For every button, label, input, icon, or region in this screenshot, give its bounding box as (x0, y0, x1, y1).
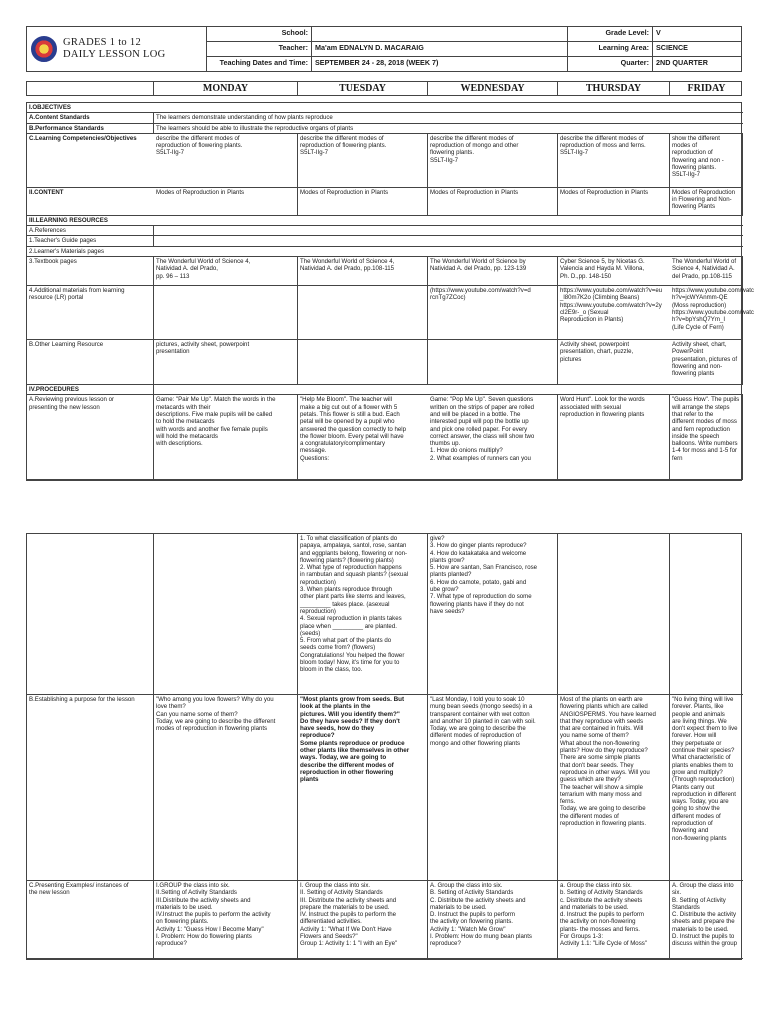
purpose-label: B.Establishing a purpose for the lesson (27, 695, 154, 881)
examples-friday: A. Group the class into six. B. Setting of Activity Standards C. Distribute the activity sheets and prepare the materials to be used. D. Instruct the pupils to discuss within the group (670, 881, 743, 959)
reviewing-tuesday: "Help Me Bloom". The teacher will make a big cut out of a flower with 5 petals. This flower is still a bud. Each petal will be opened by a pupil who answered the question correctly to help the flower bloom. Every petal will have a congratulatory/complimentary message. Questions: (298, 395, 428, 480)
learners-materials-blank (154, 247, 743, 257)
section-procedures: IV.PROCEDURES (27, 385, 154, 395)
reviewing-wednesday: Game: "Pop Me Up". Seven questions written on the strips of paper are rolled and will be placed in a bottle. The interested pupil will pop the bottle up and pick one rolled paper. For every correct answer, the class will show two thumbs up. 1. How do onions multiply? 2. What examples of runners can you (428, 395, 558, 480)
performance-standards-label: B.Performance Standards (27, 124, 154, 134)
grade-label: Grade Level: (568, 27, 653, 42)
teacher-label: Teacher: (207, 42, 312, 57)
content-tuesday: Modes of Reproduction in Plants (298, 188, 428, 216)
reviewing-friday: "Guess How". The pupils will arrange the steps that refer to the different modes of moss and fern reproduction inside the speech balloons. Write numbers 1-4 for moss and 1-5 for fern (670, 395, 743, 480)
logo-line-1: GRADES 1 to 12 (63, 37, 141, 48)
performance-standards-text: The learners should be able to illustrate the reproductive organs of plants (154, 124, 743, 134)
reviewing-monday: Game: "Pair Me Up". Match the words in the metacards with their descriptions. Five male pupils will be called to hold the metacards with words and another five female pupils will hold the metacards with descriptions. (154, 395, 298, 480)
area-label: Learning Area: (568, 42, 653, 57)
reviewing-label: A.Reviewing previous lesson or presenting the new lesson (27, 395, 154, 480)
lesson-log-page-2 (26, 533, 742, 960)
lesson-table-2 (26, 533, 742, 960)
continued-wednesday: give? 3. How do ginger plants reproduce? 4. How do katakataka and welcome plants grow? 5. How are santan, San Francisco, rose plants planted? 6. How do camote, potato, gabi and ube grow? 7. What type of reproduction do some flowering plants have if they do not have seeds? (428, 534, 558, 695)
purpose-monday: "Who among you love flowers? Why do you love them? Can you name some of them? Today, we are going to describe the different modes of reproduction in flowering plants (154, 695, 298, 881)
quarter-label: Quarter: (568, 57, 653, 71)
textbook-thursday: Cyber Science 5, by Nicetas G. Valencia and Hayda M. Villona, Ph. D.,pp. 148-150 (558, 257, 670, 286)
competencies-friday: show the different modes of reproduction of flowering and non - flowering plants. S5LT-IIg-7 (670, 134, 743, 188)
additional-thursday: https://www.youtube.com/watch?v=eu _l80m7K2o (Climbing Beans) https://www.youtube.com/watch?v=2y cl2E9r-_o (Sexual Reproduction in Plants) (558, 286, 670, 340)
days-row (26, 81, 742, 96)
additional-tuesday (298, 286, 428, 340)
additional-wednesday: (https://www.youtube.com/watch?v=d rcnTg7ZCoc) (428, 286, 558, 340)
logo-area (27, 27, 207, 71)
purpose-wednesday: "Last Monday, I told you to soak 10 mung bean seeds (mongo seeds) in a transparent container with wet cotton and another 10 planted in can with soil. Today, we are going to describe the different modes of reproduction of mongo and other flowering plants (428, 695, 558, 881)
continued-tuesday: 1. To what classification of plants do papaya, ampalaya, santol, rose, santan and eggplants belong, flowering or non- flowering plants? (flowering plants) 2. What type of reproduction happens in rambutan and squash plants? (sexual reproduction) 3. When plants reproduce through other plant parts like stems and leaves, _________ takes place. (asexual reproduction) 4. Sexual reproduction in plants takes place when _________ are planted. (seeds) 5. From what part of the plants do seeds come from? (flowers) Congratulations! You helped the flower bloom today! Now, it's time for you to bloom in the class, too. (298, 534, 428, 695)
textbook-tuesday: The Wonderful World of Science 4, Natividad A. del Prado, pp.108-115 (298, 257, 428, 286)
school-label: School: (207, 27, 312, 42)
teachers-guide-blank (154, 236, 743, 246)
content-standards-label: A.Content Standards (27, 113, 154, 123)
examples-tuesday: I. Group the class into six. II. Setting of Activity Standards III. Distribute the activity sheets and prepare the materials to be used. IV. Instruct the pupils to perform the differentiated activities. Activity 1: "What If We Don't Have Flowers and Seeds?" Group 1: Activity 1: 1 "I with an Eye" (298, 881, 428, 959)
other-resource-tuesday (298, 340, 428, 385)
quarter-value: 2ND QUARTER (656, 58, 708, 67)
logo-title (63, 37, 166, 61)
examples-label: C.Presenting Examples/ instances of the new lesson (27, 881, 154, 959)
deped-seal-icon (31, 36, 57, 62)
continued-thursday (558, 534, 670, 695)
grade-value: V (653, 27, 741, 42)
examples-wednesday: A. Group the class into six. B. Setting of Activity Standards C. Distribute the activity sheets and materials to be used. D. Instruct the pupils to perform the activity on flowering plants. Activity 1: "Watch Me Grow" I. Problem: How do mung bean plants reproduce? (428, 881, 558, 959)
examples-thursday: a. Group the class into six. b. Setting of Activity Standards c. Distribute the activity sheets and materials to be used. d. Instruct the pupils to perform the activity on non-flowering plants- the mosses and ferns. For Groups 1-3: Activity 1.1: "Life Cycle of Moss" (558, 881, 670, 959)
additional-monday (154, 286, 298, 340)
references-label: A.References (27, 226, 154, 236)
section-learning-resources: III.LEARNING RESOURCES (27, 216, 154, 226)
competencies-label: C.Learning Competencies/Objectives (27, 134, 154, 188)
other-resource-wednesday (428, 340, 558, 385)
examples-monday: I.GROUP the class into six. II.Setting of Activity Standards III.Distribute the activity sheets and materials to be used. IV.Instruct the pupils to perform the activity on flowering plants. Activity 1: "Guess How I Become Many" I. Problem: How do flowering plants reproduce? (154, 881, 298, 959)
competencies-tuesday: describe the different modes of reproduction of flowering plants. S5LT-IIg-7 (298, 134, 428, 188)
other-resource-label: B.Other Learning Resource (27, 340, 154, 385)
content-thursday: Modes of Reproduction in Plants (558, 188, 670, 216)
learning-resources-blank (154, 216, 743, 226)
day-friday: FRIDAY (687, 83, 726, 94)
day-wednesday: WEDNESDAY (428, 82, 558, 95)
competencies-monday: describe the different modes of reproduction of flowering plants. S5LT-IIg-7 (154, 134, 298, 188)
continued-friday (670, 534, 743, 695)
header-middle (207, 27, 567, 71)
logo-line-2: DAILY LESSON LOG (63, 49, 166, 60)
teacher-value: Ma'am EDNALYN D. MACARAIG (312, 42, 567, 57)
additional-friday: https://www.youtube.com/watc h?v=jcWYAnmm-QE (Moss reproduction) https://www.youtube.com/watc h?v=bpYshQ7Ym_I (Life Cycle of Fern) (670, 286, 743, 340)
continued-label (27, 534, 154, 695)
dates-label: Teaching Dates and Time: (207, 57, 312, 71)
textbook-monday: The Wonderful World of Science 4, Natividad A. del Prado, pp. 96 – 113 (154, 257, 298, 286)
continued-monday (154, 534, 298, 695)
other-resource-monday: pictures, activity sheet, powerpoint presentation (154, 340, 298, 385)
purpose-friday: "No living thing will live forever. Plants, like people and animals are living things. We don't expect them to live forever. How will they perpetuate or continue their species? What characteristic of plants enables them to grow and multiply? (Through reproduction) Plants carry out reproduction in different ways. Today, you are going to show the different modes of reproduction of flowering and non-flowering plants (670, 695, 743, 881)
day-tuesday: TUESDAY (298, 82, 428, 95)
day-thursday: THURSDAY (558, 82, 670, 95)
other-resource-friday: Activity sheet, chart, PowerPoint presentation, pictures of flowering and non- flowering plants (670, 340, 743, 385)
day-monday: MONDAY (154, 82, 298, 95)
references-blank (154, 226, 743, 236)
competencies-thursday: describe the different modes of reproduction of moss and ferns. S5LT-IIg-7 (558, 134, 670, 188)
textbook-wednesday: The Wonderful World of Science by Natividad A. del Prado, pp. 123-139 (428, 257, 558, 286)
lesson-log-page-1 (26, 26, 754, 481)
reviewing-thursday: Word Hunt". Look for the words associated with sexual reproduction in flowering plants (558, 395, 670, 480)
purpose-thursday: Most of the plants on earth are flowering plants which are called ANGIOSPERMS. You have learned that they reproduce with seeds that are contained in fruits. Will you name some of them? What about the non-flowering plants? How do they reproduce? There are some simple plants that don't bear seeds. They reproduce in other ways. Will you guess which are they? The teacher will show a simple terrarium with many moss and ferns. Today, we are going to describe the different modes of reproduction in flowering plants. (558, 695, 670, 881)
content-standards-text: The learners demonstrate understanding of how plants reproduce (154, 113, 743, 123)
other-resource-thursday: Activity sheet, powerpoint presentation, chart, puzzle, pictures (558, 340, 670, 385)
teachers-guide-label: 1.Teacher's Guide pages (27, 236, 154, 246)
dates-value: SEPTEMBER 24 - 28, 2018 (WEEK 7) (315, 58, 439, 67)
competencies-wednesday: describe the different modes of reproduction of mongo and other flowering plants. S5LT-IIg-7 (428, 134, 558, 188)
area-value: SCIENCE (653, 42, 741, 57)
content-label: II.CONTENT (27, 188, 154, 216)
content-monday: Modes of Reproduction in Plants (154, 188, 298, 216)
header-right (567, 27, 741, 71)
textbook-friday: The Wonderful World of Science 4, Natividad A. del Prado, pp.108-115 (670, 257, 743, 286)
purpose-tuesday: "Most plants grow from seeds. But look at the plants in the pictures. Will you identify them?" Do they have seeds? If they don't have seeds, how do they reproduce? Some plants reproduce or produce other plants like themselves in other ways. Today, we are going to describe the different modes of reproduction in other flowering plants (298, 695, 428, 881)
additional-materials-label: 4.Additional materials from learning resource (LR) portal (27, 286, 154, 340)
learners-materials-label: 2.Learner's Materials pages (27, 247, 154, 257)
lesson-table-1 (26, 102, 754, 481)
content-wednesday: Modes of Reproduction in Plants (428, 188, 558, 216)
days-spacer (27, 82, 154, 95)
school-value (312, 27, 567, 42)
header (26, 26, 742, 72)
procedures-blank (154, 385, 743, 395)
textbook-label: 3.Textbook pages (27, 257, 154, 286)
section-objectives: I.OBJECTIVES (27, 103, 743, 113)
content-friday: Modes of Reproduction in Flowering and Non- flowering Plants (670, 188, 743, 216)
